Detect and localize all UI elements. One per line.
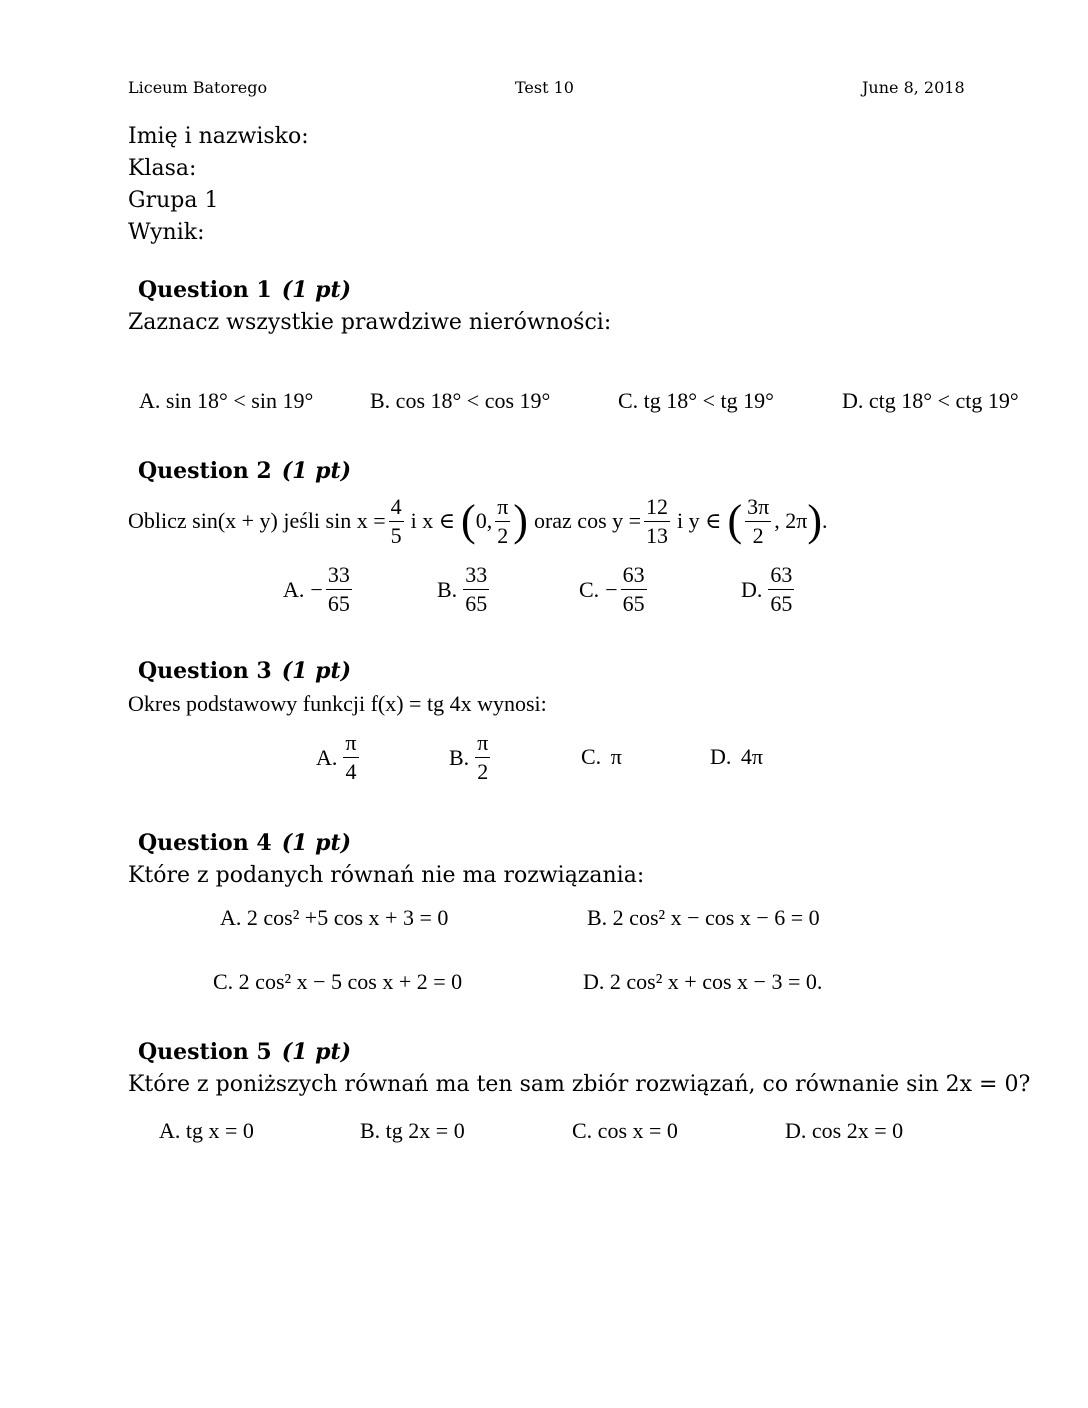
question-4 (128, 825, 644, 891)
answer-option-d[interactable]: D. 2 cos² x + cos x − 3 = 0. (583, 969, 823, 994)
fraction (463, 564, 489, 615)
numerator: 4 (389, 496, 404, 522)
left-paren: ( (727, 496, 743, 545)
question-title (138, 1034, 1030, 1070)
option-value: 4π (740, 744, 763, 769)
option-label: B. (449, 744, 470, 770)
option-label: C. (579, 576, 600, 602)
fraction (475, 732, 490, 783)
minus-sign: − (605, 576, 618, 602)
denominator: 2 (497, 522, 509, 548)
question-3 (128, 653, 547, 719)
answer-option-a[interactable] (283, 564, 355, 615)
denominator: 4 (345, 759, 357, 784)
denominator: 2 (752, 522, 764, 548)
answer-option-c[interactable]: C. cos x = 0 (572, 1118, 678, 1143)
text-segment: i y ∈ (677, 508, 722, 533)
fraction (495, 493, 510, 548)
score-label: Wynik: (128, 220, 205, 245)
numerator: 33 (463, 564, 489, 590)
answer-option-d[interactable] (741, 564, 797, 615)
answer-option-a[interactable] (316, 732, 362, 783)
question-number: Question 3 (138, 658, 272, 684)
fraction (745, 493, 771, 548)
answer-option-c[interactable] (579, 564, 650, 615)
denominator: 2 (477, 759, 489, 784)
question-points: (1 pt) (281, 277, 352, 303)
name-label: Imię i nazwisko: (128, 124, 309, 149)
answer-option-b[interactable]: B. tg 2x = 0 (360, 1118, 465, 1143)
question-1 (128, 272, 611, 338)
question-points: (1 pt) (281, 458, 352, 484)
denominator: 65 (465, 591, 488, 616)
numerator: π (495, 496, 510, 522)
answer-option-c[interactable] (581, 744, 622, 770)
left-paren: ( (461, 496, 476, 545)
option-label: C. (581, 744, 602, 769)
question-2 (128, 453, 351, 489)
text-segment: Oblicz sin(x + y) jeśli sin x = (128, 508, 386, 533)
answer-option-d[interactable]: D. cos 2x = 0 (785, 1118, 904, 1143)
option-label: B. (437, 576, 458, 602)
fraction (326, 564, 352, 615)
question-points: (1 pt) (281, 830, 352, 856)
question-title (138, 825, 644, 861)
answer-option-a[interactable]: A. sin 18° < sin 19° (139, 388, 314, 413)
option-label: A. (316, 744, 338, 770)
answer-option-d[interactable] (710, 744, 763, 770)
question-text: Które z podanych równań nie ma rozwiązania: (128, 863, 645, 888)
denominator: 13 (646, 522, 669, 548)
interval-end: , 2π (774, 508, 808, 533)
answer-option-b[interactable] (437, 564, 492, 615)
numerator: π (343, 732, 358, 758)
fraction (389, 493, 404, 548)
question-number: Question 5 (138, 1039, 272, 1065)
numerator: 63 (621, 564, 647, 590)
question-number: Question 4 (138, 830, 272, 856)
header-school: Liceum Batorego (128, 78, 268, 97)
answer-option-c[interactable]: C. tg 18° < tg 19° (618, 388, 774, 413)
question-text (128, 488, 827, 554)
numerator: 12 (644, 496, 670, 522)
question-title (138, 453, 351, 489)
fraction (644, 493, 670, 548)
fraction (343, 732, 358, 783)
question-number: Question 1 (138, 277, 272, 303)
right-paren: ) (513, 496, 528, 545)
question-points: (1 pt) (281, 658, 352, 684)
question-text: Zaznacz wszystkie prawdziwe nierówności: (128, 310, 612, 335)
option-label: A. (283, 576, 305, 602)
question-text: Które z poniższych równań ma ten sam zbiór rozwiązań, co równanie sin 2x = 0? (128, 1072, 1031, 1097)
question-text: Okres podstawowy funkcji f(x) = tg 4x wynosi: (128, 691, 547, 716)
question-title (138, 272, 611, 308)
numerator: 63 (768, 564, 794, 590)
minus-sign: − (310, 576, 323, 602)
numerator: 3π (745, 496, 771, 522)
option-label: D. (741, 576, 763, 602)
answer-option-b[interactable]: B. 2 cos² x − cos x − 6 = 0 (587, 905, 820, 930)
answer-option-d[interactable]: D. ctg 18° < ctg 19° (842, 388, 1019, 413)
right-paren: ) (807, 496, 822, 545)
header-date: June 8, 2018 (862, 78, 965, 97)
question-points: (1 pt) (281, 1039, 352, 1065)
fraction (768, 564, 794, 615)
question-title (138, 653, 547, 689)
numerator: 33 (326, 564, 352, 590)
answer-option-c[interactable]: C. 2 cos² x − 5 cos x + 2 = 0 (213, 969, 463, 994)
student-info (128, 121, 309, 249)
interval-start: 0, (475, 508, 493, 533)
answer-option-a[interactable]: A. 2 cos² +5 cos x + 3 = 0 (220, 905, 449, 930)
group-label: Grupa 1 (128, 188, 219, 213)
denominator: 65 (622, 591, 645, 616)
header-test-title: Test 10 (515, 78, 574, 97)
numerator: π (475, 732, 490, 758)
text-segment: i x ∈ (410, 508, 456, 533)
answer-option-b[interactable]: B. cos 18° < cos 19° (370, 388, 551, 413)
text-segment: . (821, 508, 828, 533)
denominator: 65 (327, 591, 350, 616)
question-number: Question 2 (138, 458, 272, 484)
denominator: 5 (390, 522, 402, 548)
question-5 (128, 1034, 1030, 1100)
answer-option-a[interactable]: A. tg x = 0 (159, 1118, 254, 1143)
text-segment: oraz cos y = (533, 508, 642, 533)
option-value: π (610, 744, 622, 769)
option-label: D. (710, 744, 732, 769)
answer-option-b[interactable] (449, 732, 493, 783)
fraction (621, 564, 647, 615)
class-label: Klasa: (128, 156, 197, 181)
denominator: 65 (770, 591, 793, 616)
